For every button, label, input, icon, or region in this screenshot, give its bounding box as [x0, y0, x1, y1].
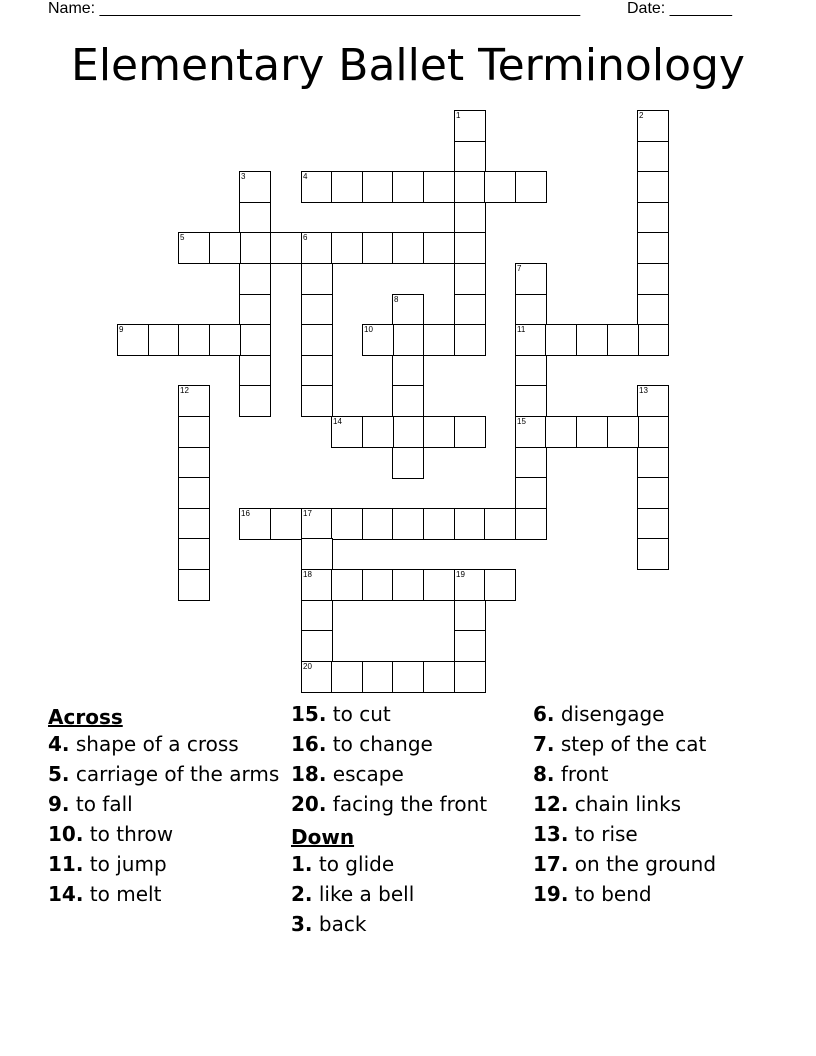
- crossword-cell[interactable]: [392, 232, 424, 264]
- clue-across-10: 10. to throw: [48, 822, 174, 846]
- crossword-cell[interactable]: [637, 416, 669, 448]
- clues-column-1: [48, 702, 288, 912]
- crossword-cell[interactable]: [392, 294, 424, 326]
- cell-number: 17: [303, 509, 312, 518]
- crossword-cell[interactable]: [423, 324, 455, 356]
- crossword-cell[interactable]: [392, 355, 424, 387]
- crossword-cell[interactable]: [331, 661, 363, 693]
- crossword-cell[interactable]: [178, 324, 210, 356]
- clue-across-9: 9. to fall: [48, 792, 133, 816]
- crossword-cell[interactable]: [637, 477, 669, 509]
- crossword-cell[interactable]: [362, 508, 394, 540]
- cell-number: 4: [303, 172, 308, 181]
- crossword-cell[interactable]: [637, 141, 669, 173]
- clue-down-6: 6. disengage: [533, 702, 665, 726]
- crossword-cell[interactable]: [454, 630, 486, 662]
- crossword-cell[interactable]: [637, 232, 669, 264]
- crossword-cell[interactable]: [576, 416, 608, 448]
- crossword-cell[interactable]: [392, 385, 424, 417]
- clue-down-8: 8. front: [533, 762, 609, 786]
- crossword-cell[interactable]: [607, 416, 639, 448]
- crossword-cell[interactable]: [454, 324, 486, 356]
- crossword-cell[interactable]: [637, 110, 669, 142]
- crossword-cell[interactable]: [301, 324, 333, 356]
- clue-across-20: 20. facing the front: [291, 792, 488, 816]
- crossword-cell[interactable]: [178, 538, 210, 570]
- page-title: Elementary Ballet Terminology: [71, 40, 745, 91]
- crossword-cell[interactable]: [637, 324, 669, 356]
- crossword-cell[interactable]: [454, 569, 486, 601]
- cell-number: 15: [517, 417, 526, 426]
- cell-number: 2: [639, 111, 644, 120]
- crossword-cell[interactable]: [301, 385, 333, 417]
- crossword-cell[interactable]: [331, 232, 363, 264]
- cell-number: 1: [456, 111, 461, 120]
- crossword-cell[interactable]: [637, 447, 669, 479]
- crossword-cell[interactable]: [484, 171, 516, 203]
- crossword-cell[interactable]: [148, 324, 180, 356]
- crossword-cell[interactable]: [301, 263, 333, 295]
- crossword-cell[interactable]: [239, 385, 271, 417]
- clue-down-19: 19. to bend: [533, 882, 652, 906]
- clue-across-4: 4. shape of a cross: [48, 732, 239, 756]
- crossword-cell[interactable]: [576, 324, 608, 356]
- cell-number: 16: [241, 509, 250, 518]
- crossword-cell[interactable]: [362, 324, 394, 356]
- crossword-cell[interactable]: [392, 447, 424, 479]
- clues-column-3: [533, 702, 773, 912]
- crossword-cell[interactable]: [392, 661, 424, 693]
- crossword-cell[interactable]: [331, 508, 363, 540]
- crossword-cell[interactable]: [362, 569, 394, 601]
- crossword-cell[interactable]: [637, 202, 669, 234]
- clue-down-1: 1. to glide: [291, 852, 395, 876]
- crossword-cell[interactable]: [423, 508, 455, 540]
- crossword-cell[interactable]: [301, 508, 333, 540]
- crossword-cell[interactable]: [178, 447, 210, 479]
- crossword-cell[interactable]: [392, 416, 424, 448]
- crossword-cell[interactable]: [392, 171, 424, 203]
- cell-number: 8: [394, 295, 399, 304]
- cell-number: 14: [333, 417, 342, 426]
- crossword-cell[interactable]: [239, 355, 271, 387]
- clue-across-5: 5. carriage of the arms: [48, 762, 280, 786]
- crossword-cell[interactable]: [454, 416, 486, 448]
- crossword-cell[interactable]: [362, 661, 394, 693]
- crossword-cell[interactable]: [515, 263, 547, 295]
- clues-column-2: [291, 702, 531, 942]
- crossword-cell[interactable]: [454, 232, 486, 264]
- crossword-cell[interactable]: [392, 508, 424, 540]
- crossword-cell[interactable]: [545, 416, 577, 448]
- name-field-line: Name: ______________________________________________________: [48, 0, 581, 17]
- down-heading: Down: [291, 825, 355, 849]
- crossword-cell[interactable]: [454, 202, 486, 234]
- crossword-cell[interactable]: [454, 171, 486, 203]
- crossword-cell[interactable]: [178, 508, 210, 540]
- cell-number: 11: [517, 325, 526, 334]
- crossword-cell[interactable]: [209, 232, 241, 264]
- crossword-cell[interactable]: [331, 416, 363, 448]
- crossword-cell[interactable]: [454, 263, 486, 295]
- crossword-cell[interactable]: [239, 232, 271, 264]
- crossword-cell[interactable]: [331, 569, 363, 601]
- cell-number: 19: [456, 570, 465, 579]
- crossword-cell[interactable]: [637, 508, 669, 540]
- crossword-cell[interactable]: [454, 600, 486, 632]
- clue-down-17: 17. on the ground: [533, 852, 717, 876]
- crossword-cell[interactable]: [545, 324, 577, 356]
- crossword-cell[interactable]: [637, 385, 669, 417]
- crossword-cell[interactable]: [239, 324, 271, 356]
- cell-number: 3: [241, 172, 246, 181]
- crossword-cell[interactable]: [515, 477, 547, 509]
- crossword-cell[interactable]: [178, 232, 210, 264]
- crossword-cell[interactable]: [239, 171, 271, 203]
- crossword-cell[interactable]: [239, 508, 271, 540]
- crossword-cell[interactable]: [454, 141, 486, 173]
- crossword-cell[interactable]: [178, 477, 210, 509]
- cell-number: 7: [517, 264, 522, 273]
- crossword-cell[interactable]: [117, 324, 149, 356]
- clue-across-14: 14. to melt: [48, 882, 162, 906]
- crossword-cell[interactable]: [301, 355, 333, 387]
- cell-number: 12: [180, 386, 189, 395]
- cell-number: 18: [303, 570, 312, 579]
- crossword-cell[interactable]: [484, 569, 516, 601]
- cell-number: 10: [364, 325, 373, 334]
- crossword-cell[interactable]: [178, 569, 210, 601]
- clue-down-12: 12. chain links: [533, 792, 682, 816]
- crossword-cell[interactable]: [301, 232, 333, 264]
- crossword-cell[interactable]: [301, 538, 333, 570]
- crossword-cell[interactable]: [392, 324, 424, 356]
- crossword-cell[interactable]: [637, 294, 669, 326]
- crossword-cell[interactable]: [392, 569, 424, 601]
- crossword-cell[interactable]: [301, 294, 333, 326]
- cell-number: 9: [119, 325, 124, 334]
- crossword-cell[interactable]: [515, 416, 547, 448]
- date-field-line: Date: _______: [627, 0, 732, 17]
- clue-down-13: 13. to rise: [533, 822, 638, 846]
- crossword-cell[interactable]: [239, 294, 271, 326]
- clue-down-3: 3. back: [291, 912, 367, 936]
- crossword-cell[interactable]: [239, 263, 271, 295]
- crossword-cell[interactable]: [637, 263, 669, 295]
- crossword-cell[interactable]: [362, 416, 394, 448]
- across-heading: Across: [48, 705, 123, 729]
- crossword-cell[interactable]: [270, 508, 302, 540]
- crossword-cell[interactable]: [515, 355, 547, 387]
- crossword-cell[interactable]: [454, 661, 486, 693]
- crossword-cell[interactable]: [637, 171, 669, 203]
- crossword-cell[interactable]: [515, 171, 547, 203]
- crossword-cell[interactable]: [301, 569, 333, 601]
- crossword-cell[interactable]: [607, 324, 639, 356]
- crossword-cell[interactable]: [362, 171, 394, 203]
- clue-across-16: 16. to change: [291, 732, 433, 756]
- clue-across-15: 15. to cut: [291, 702, 391, 726]
- clue-across-11: 11. to jump: [48, 852, 167, 876]
- crossword-cell[interactable]: [178, 416, 210, 448]
- crossword-cell[interactable]: [301, 661, 333, 693]
- crossword-cell[interactable]: [515, 324, 547, 356]
- cell-number: 13: [639, 386, 648, 395]
- crossword-cell[interactable]: [362, 232, 394, 264]
- cell-number: 20: [303, 662, 312, 671]
- crossword-cell[interactable]: [454, 110, 486, 142]
- crossword-cell[interactable]: [637, 538, 669, 570]
- crossword-cell[interactable]: [209, 324, 241, 356]
- cell-number: 6: [303, 233, 308, 242]
- crossword-cell[interactable]: [301, 171, 333, 203]
- clue-across-18: 18. escape: [291, 762, 404, 786]
- crossword-cell[interactable]: [454, 508, 486, 540]
- crossword-cell[interactable]: [423, 569, 455, 601]
- crossword-cell[interactable]: [423, 171, 455, 203]
- clue-down-2: 2. like a bell: [291, 882, 415, 906]
- crossword-cell[interactable]: [270, 232, 302, 264]
- crossword-cell[interactable]: [423, 232, 455, 264]
- crossword-cell[interactable]: [515, 508, 547, 540]
- crossword-cell[interactable]: [423, 661, 455, 693]
- clue-down-7: 7. step of the cat: [533, 732, 707, 756]
- crossword-cell[interactable]: [454, 294, 486, 326]
- crossword-cell[interactable]: [515, 385, 547, 417]
- crossword-cell[interactable]: [515, 447, 547, 479]
- cell-number: 5: [180, 233, 185, 242]
- crossword-cell[interactable]: [515, 294, 547, 326]
- crossword-cell[interactable]: [301, 630, 333, 662]
- crossword-cell[interactable]: [301, 600, 333, 632]
- crossword-cell[interactable]: [331, 171, 363, 203]
- crossword-cell[interactable]: [423, 416, 455, 448]
- crossword-cell[interactable]: [239, 202, 271, 234]
- crossword-cell[interactable]: [484, 508, 516, 540]
- crossword-cell[interactable]: [178, 385, 210, 417]
